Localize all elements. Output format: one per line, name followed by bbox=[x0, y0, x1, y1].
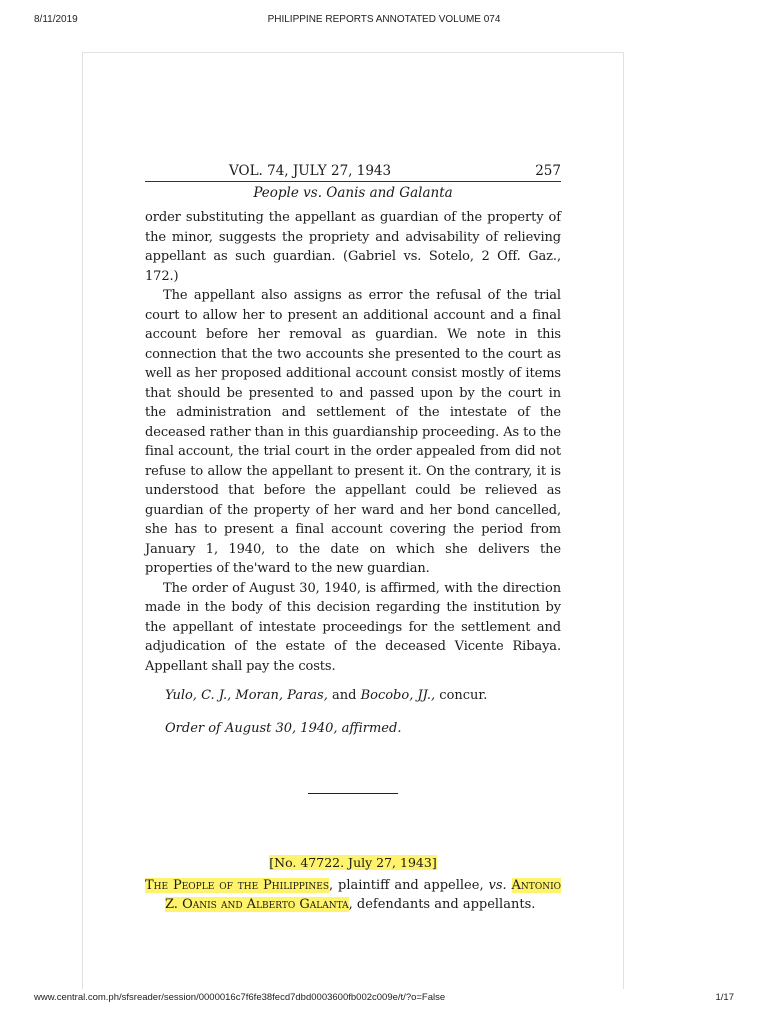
case-number-text: [No. 47722. July 27, 1943] bbox=[269, 855, 437, 870]
defendants-role: , defendants and appellants. bbox=[348, 897, 536, 912]
print-url: www.central.com.ph/sfsreader/session/0000016c7f6fe38fecd7dbd0003600fb002c009e/t/?o=False bbox=[34, 992, 446, 1003]
disposition: Order of August 30, 1940, affirmed. bbox=[165, 721, 402, 736]
concurrence bbox=[165, 686, 561, 705]
page-content bbox=[145, 163, 561, 914]
print-page-count: 1/17 bbox=[715, 992, 734, 1003]
running-head bbox=[145, 163, 561, 182]
versus: vs. bbox=[488, 878, 507, 893]
volume-date: VOL. 74, JULY 27, 1943 bbox=[229, 163, 392, 179]
case-parties bbox=[145, 876, 561, 914]
paragraph: order substituting the appellant as guardian of the property of the minor, suggests the propriety and advisability of relieving appellant as such guardian. (Gabriel vs. Sotelo, 2 Off. Gaz., 172.) bbox=[145, 210, 561, 284]
print-title: PHILIPPINE REPORTS ANNOTATED VOLUME 074 bbox=[267, 14, 501, 25]
plaintiff-role: , plaintiff and appellee, bbox=[329, 878, 489, 893]
print-header bbox=[34, 14, 734, 28]
body-text bbox=[145, 208, 561, 676]
concurrence-and: and bbox=[327, 688, 361, 703]
paragraph: The appellant also assigns as error the refusal of the trial court to allow her to present an additional account and a final account before her removal as guardian. We note in this connection that the two accounts she presented to the court as well as her proposed additional account consist mostly of items that should be presented to and passed upon by the court in the administration and settlement of the intestate of the deceased rather than in this guardianship proceeding. As to the final account, the trial court in the order appealed from did not refuse to allow the appellant to present it. On the contrary, it is understood that before the appellant could be relieved as guardian of the property of her ward and her bond cancelled, she has to present a final account covering the period from January 1, 1940, to the date on which she delivers the properties of the'ward to the new guardian. bbox=[145, 288, 561, 576]
concurring-justice-last: Bocobo, JJ., bbox=[360, 688, 436, 703]
case-title-header: People vs. Oanis and Galanta bbox=[253, 185, 453, 201]
defendants-name: Antonio Z. Oanis and Alberto Galanta bbox=[165, 878, 561, 912]
case-number bbox=[145, 854, 561, 872]
print-footer bbox=[34, 992, 734, 1006]
section-divider bbox=[308, 793, 398, 794]
paragraph: The order of August 30, 1940, is affirmed, with the direction made in the body of this decision regarding the institution by the appellant of intestate proceedings for the settlement and adjudication of the estate of the deceased Vicente Ribaya. Appellant shall pay the costs. bbox=[145, 580, 561, 674]
plaintiff-name: The People of the Philippines bbox=[145, 878, 329, 893]
document-page bbox=[82, 52, 624, 989]
print-date: 8/11/2019 bbox=[34, 14, 78, 25]
concurring-justices: Yulo, C. J., Moran, Paras, bbox=[165, 688, 328, 703]
page-number: 257 bbox=[535, 163, 561, 179]
concurrence-suffix: concur. bbox=[435, 688, 488, 703]
